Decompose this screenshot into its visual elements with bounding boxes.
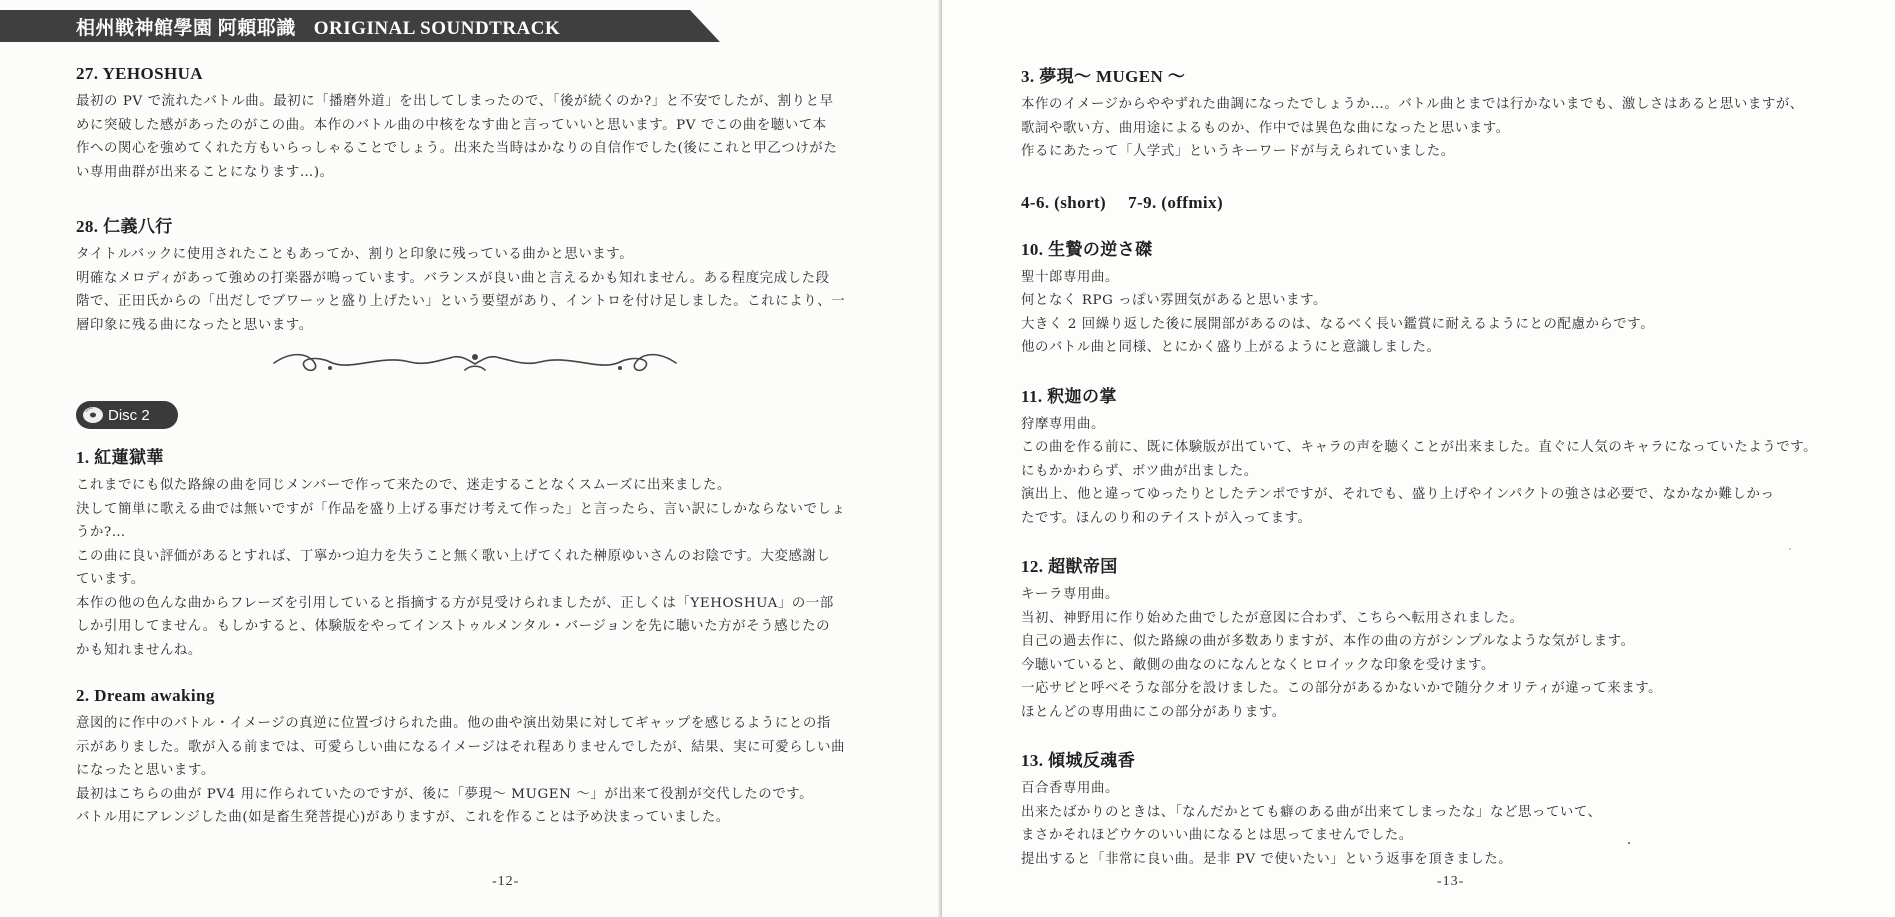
track-line: 狩摩専用曲。 — [1021, 416, 1105, 432]
track-title: 2. Dream awaking — [76, 686, 215, 705]
track-title: 27. YEHOSHUA — [76, 64, 203, 83]
track-line: タイトルバックに使用されたこともあってか、割りと印象に残っている曲かと思います。 — [76, 247, 634, 262]
track-line: これまでにも似た路線の曲を同じメンバーで作って来たので、迷走することなくスムーズに出来ました。 — [76, 478, 732, 493]
track-section — [76, 686, 845, 830]
track-line: たです。ほんのり和のテイストが入ってます。 — [1021, 510, 1312, 526]
track-line: ほとんどの専用曲にこの部分があります。 — [1021, 704, 1286, 720]
track-section — [76, 443, 845, 662]
track-section — [1021, 746, 1817, 871]
right-column — [1021, 62, 1817, 899]
track-line: かも知れませんね。 — [76, 642, 202, 658]
disc-badge — [76, 401, 178, 429]
track-line: 本作の他の色んな曲からフレーズを引用していると指摘する方が見受けられましたが、正しくは「YEHOSHUA」の一部 — [76, 595, 834, 611]
track-line: 何となく RPG っぽい雰囲気があると思います。 — [1021, 293, 1328, 308]
track-line: キーラ専用曲。 — [1021, 587, 1119, 602]
cd-disc-icon — [82, 404, 104, 426]
track-line: 示がありました。歌が入る前までは、可愛らしい曲になるイメージはそれ程ありませんでしたが、結果、実に可愛らしい曲 — [76, 739, 846, 755]
track-section — [76, 64, 845, 184]
flourish-divider-icon — [270, 348, 680, 378]
track-line: 一応サビと呼べそうな部分を設けました。この部分があるかないかで随分クオリティが違って来ます。 — [1021, 681, 1663, 696]
disc-label: Disc 2 — [108, 406, 150, 424]
left-page — [0, 0, 942, 917]
track-line: ています。 — [76, 572, 145, 587]
track-line: にもかかわらず、ボツ曲が出ました。 — [1021, 463, 1258, 479]
track-line: 出来たばかりのときは、「なんだかとても癖のある曲が出来てしまったな」など思っていて、 — [1021, 804, 1602, 820]
track-section — [1021, 62, 1817, 164]
track-line: 他のバトル曲と同様、とにかく盛り上がるようにと意識しました。 — [1021, 340, 1441, 355]
track-line: 大きく 2 回繰り返した後に展開部があるのは、なるべく長い鑑賞に耐えるようにとの配慮からです。 — [1021, 316, 1655, 332]
header-school-title: 相州戦神館學園 阿頼耶識 — [76, 18, 296, 39]
left-bottom-column — [76, 443, 845, 858]
track-line: めに突破した感があったのがこの曲。本作のバトル曲の中核をなす曲と言っていいと思います。PV でこの曲を聴いて本 — [76, 117, 827, 133]
track-title: 4-6. (short) 7-9. (offmix) — [1021, 192, 1223, 212]
track-line: うか?… — [76, 525, 126, 540]
track-line: 最初はこちらの曲が PV4 用に作られていたのですが、後に「夢現～ MUGEN ～」が出来て役割が交代したのです。 — [76, 786, 814, 802]
track-line: になったと思います。 — [76, 763, 215, 778]
left-top-column — [76, 64, 845, 365]
track-section — [1021, 235, 1817, 360]
track-line: この曲を作る前に、既に体験版が出ていて、キャラの声を聴くことが出来ました。直ぐに人気のキャラになっていたようです。 — [1021, 440, 1818, 455]
track-line: 最初の PV で流れたバトル曲。最初に「播磨外道」を出してしまったので、「後が続くのか?」と不安でしたが、割りと早 — [76, 94, 834, 109]
header-soundtrack-label: ORIGINAL SOUNDTRACK — [313, 18, 561, 39]
print-speck — [1789, 548, 1791, 550]
track-line: 自己の過去作に、似た路線の曲が多数ありますが、本作の曲の方がシンプルなような気がします。 — [1021, 634, 1635, 649]
track-line: 当初、神野用に作り始めた曲でしたが意図に合わず、こちらへ転用されました。 — [1021, 610, 1524, 626]
track-line: 本作のイメージからややずれた曲調になったでしょうか…。バトル曲とまでは行かないまでも、激しさはあると思いますが、 — [1021, 97, 1804, 112]
header-title — [76, 13, 560, 40]
track-line: まさかそれほどウケのいい曲になるとは思ってませんでした。 — [1021, 828, 1413, 843]
track-title: 12. 超獣帝国 — [1021, 557, 1118, 576]
track-line: 作への関心を強めてくれた方もいらっしゃることでしょう。出来た当時はかなりの自信作でした(後にこれと甲乙つけがた — [76, 141, 838, 156]
track-title: 1. 紅蓮獄華 — [76, 448, 164, 467]
track-title: 3. 夢現～ MUGEN ～ — [1021, 67, 1186, 86]
track-line: い専用曲群が出来ることになります…)。 — [76, 164, 334, 180]
track-title: 13. 傾城反魂香 — [1021, 751, 1136, 770]
track-line: しか引用してません。もしかすると、体験版をやってインストゥルメンタル・バージョンを先に聴いた方がそう感じたの — [76, 619, 831, 634]
track-line: 作るにあたって「人学式」というキーワードが与えられていました。 — [1021, 144, 1455, 159]
track-line: 層印象に残る曲になったと思います。 — [76, 317, 313, 333]
track-line: 明確なメロディがあって強めの打楽器が鳴っています。バランスが良い曲と言えるかも知れません。ある程度完成した段 — [76, 270, 830, 286]
track-line: この曲に良い評価があるとすれば、丁寧かつ迫力を失うこと無く歌い上げてくれた榊原ゆいさんのお陰です。大変感謝し — [76, 548, 831, 564]
print-speck — [1628, 842, 1630, 844]
track-line: 百合香専用曲。 — [1021, 781, 1119, 796]
track-section — [1021, 188, 1817, 213]
track-line: 決して簡単に歌える曲では無いですが「作品を盛り上げる事だけ考えて作った」と言ったら、言い訳にしかならないでしょ — [76, 501, 846, 517]
page-number: -13- — [1437, 874, 1465, 889]
track-line: 聖十郎専用曲。 — [1021, 269, 1119, 285]
track-title: 28. 仁義八行 — [76, 217, 173, 236]
track-line: 今聴いていると、敵側の曲なのになんとなくヒロイックな印象を受けます。 — [1021, 657, 1495, 673]
track-title: 10. 生贄の逆さ磔 — [1021, 239, 1153, 259]
page-number: -12- — [492, 874, 520, 889]
track-section — [1021, 382, 1817, 531]
track-section — [1021, 552, 1817, 724]
track-section — [76, 212, 845, 337]
track-line: 階で、正田氏からの「出だしでブワーッと盛り上げたい」という要望があり、イントロを付け足しました。これにより、一 — [76, 294, 846, 309]
right-page — [942, 0, 1895, 917]
track-line: バトル用にアレンジした曲(如是畜生発菩提心)がありますが、これを作ることは予め決まっていました。 — [76, 810, 730, 825]
track-line: 演出上、他と違ってゆったりとしたテンポですが、それでも、盛り上げやインパクトの強さは必要で、なかなか難しかっ — [1021, 487, 1775, 502]
track-line: 意図的に作中のバトル・イメージの真逆に位置づけられた曲。他の曲や演出効果に対してギャップを感じるようにとの指 — [76, 716, 831, 731]
track-line: 歌詞や歌い方、曲用途によるものか、作中では異色な曲になったと思います。 — [1021, 120, 1510, 136]
track-title: 11. 釈迦の掌 — [1021, 386, 1117, 406]
track-line: 提出すると「非常に良い曲。是非 PV で使いたい」という返事を頂きました。 — [1021, 851, 1513, 867]
